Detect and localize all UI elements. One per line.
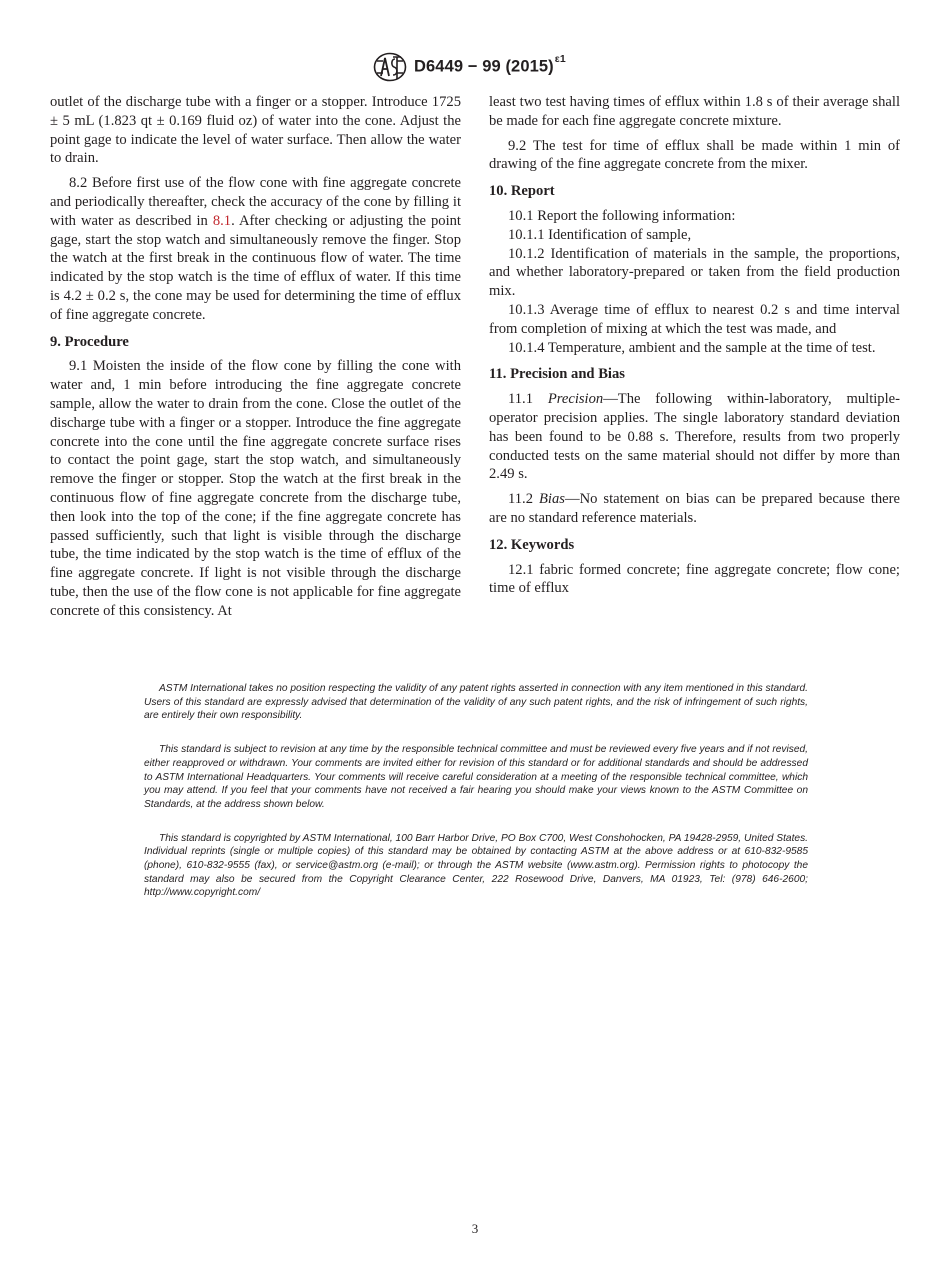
paragraph-9-1-continued: least two test having times of efflux within 1.8 s of their average shall be made for each fine aggregate concrete mixture.	[489, 94, 900, 129]
astm-logo-icon	[373, 52, 407, 82]
paragraph-10-1-4: 10.1.4 Temperature, ambient and the sample at the time of test.	[508, 339, 876, 356]
heading-keywords: 12. Keywords	[489, 536, 575, 553]
paragraph-10-1: 10.1 Report the following information:	[508, 207, 736, 224]
paragraph-11-1	[489, 390, 900, 484]
heading-precision-bias: 11. Precision and Bias	[489, 366, 625, 383]
paragraph-10-1-2: 10.1.2 Identification of materials in the sample, the proportions, and whether laboratory-prepared or taken from the field production mix.	[489, 245, 900, 300]
left-column	[50, 93, 461, 627]
paragraph-10-1-1: 10.1.1 Identification of sample,	[508, 226, 692, 243]
right-column	[489, 93, 900, 604]
patent-notice: ASTM International takes no position respecting the validity of any patent rights asserted in connection with any item mentioned in this standard. Users of this standard are expressly advised that determination of the validity of any such patent rights, and the risk of infringement of such rights, are entirely their own responsibility.	[144, 683, 808, 722]
paragraph-11-1-number: 11.1	[508, 391, 548, 408]
designation-text: D6449 − 99 (2015)	[414, 57, 554, 76]
paragraph-8-2-text-b: . After checking or adjusting the point gage, start the stop watch and simultaneously remove the finger. Stop the watch at the first break in the continuous flow of water. The time indicated by the stop watch is the time of efflux of water. If this time is 4.2 ± 0.2 s, the cone may be used for determining the time of efflux of fine aggregate concrete.	[50, 212, 461, 323]
paragraph-11-2-number: 11.2	[508, 491, 540, 508]
paragraph-9-1: 9.1 Moisten the inside of the flow cone by filling the cone with water and, 1 min before introducing the fine aggregate concrete sample, allow the water to drain from the cone. Close the outlet of the discharge tube with a finger or a stopper. Introduce the fine aggregate concrete into the cone until the fine aggregate concrete surface rises to contact the point gage, start the stop watch, and simultaneously remove the finger or stopper. Stop the watch at the first break in the continuous flow of fine aggregate concrete from the discharge tube, then look into the top of the cone; if the fine aggregate concrete has passed sufficiently, such that light is visible through the discharge tube, the time indicated by the stop watch is the time of efflux of the fine aggregate concrete. If light is not visible through the discharge tube, then the use of the flow cone is not applicable for fine aggregate concrete of this consistency. At	[50, 358, 461, 619]
paragraph-10-1-3: 10.1.3 Average time of efflux to nearest 0.2 s and time interval from completion of mixing at which the test was made, and	[489, 301, 900, 337]
paragraph-9-2: 9.2 The test for time of efflux shall be made within 1 min of drawing of the fine aggregate concrete from the mixer.	[489, 137, 900, 173]
paragraph-11-2	[489, 490, 900, 528]
standard-designation	[414, 53, 566, 77]
bias-term: Bias	[539, 491, 565, 508]
paragraph-8-2	[50, 174, 461, 324]
heading-procedure: 9. Procedure	[50, 333, 129, 350]
page-number: 3	[471, 1221, 479, 1236]
section-8-1-link[interactable]: 8.1	[212, 212, 232, 229]
paragraph-12-1: 12.1 fabric formed concrete; fine aggregate concrete; flow cone; time of efflux	[489, 561, 900, 597]
copyright-notice: This standard is copyrighted by ASTM International, 100 Barr Harbor Drive, PO Box C700, West Conshohocken, PA 19428-2959, United States. Individual reprints (single or multiple copies) of this standard may be obtained by contacting ASTM at the above address or at 610-832-9585 (phone), 610-832-9555 (fax), or service@astm.org (e-mail); or through the ASTM website (www.astm.org). Permission rights to photocopy the standard may also be secured from the Copyright Clearance Center, 222 Rosewood Drive, Danvers, MA 01923, Tel: (978) 646-2600; http://www.copyright.com/	[144, 832, 808, 899]
page-header	[0, 52, 950, 84]
epsilon-superscript: ε1	[554, 53, 566, 65]
paragraph-8-1-continued: outlet of the discharge tube with a finger or a stopper. Introduce 1725 ± 5 mL (1.823 qt ± 0.169 fluid oz) of water into the cone. Adjust the point gage to indicate the level of water surface. Then allow the water to drain.	[50, 94, 461, 167]
paragraph-8-2-text-a: 8.2 Before first use of the flow cone with fine aggregate concrete and periodically thereafter, check the accuracy of the cone by filling it with water as described in	[50, 175, 461, 229]
paragraph-11-1-text: —The following within-laboratory, multiple-operator precision applies. The single laboratory standard deviation has been found to be 0.88 s. Therefore, results from two properly conducted tests on the same material should not differ by more than 2.49 s.	[489, 391, 900, 483]
legal-footer	[144, 682, 808, 920]
heading-report: 10. Report	[489, 183, 555, 200]
revision-notice: This standard is subject to revision at any time by the responsible technical committee and must be reviewed every five years and if not revised, either reapproved or withdrawn. Your comments are invited either for revision of this standard or for additional standards and should be addressed to ASTM International Headquarters. Your comments will receive careful consideration at a meeting of the responsible technical committee, which you may attend. If you feel that your comments have not received a fair hearing you should make your views known to the ASTM Committee on Standards, at the address shown below.	[144, 744, 808, 810]
precision-term: Precision	[547, 391, 604, 408]
paragraph-11-2-text: —No statement on bias can be prepared because there are no standard reference materials.	[489, 491, 900, 526]
